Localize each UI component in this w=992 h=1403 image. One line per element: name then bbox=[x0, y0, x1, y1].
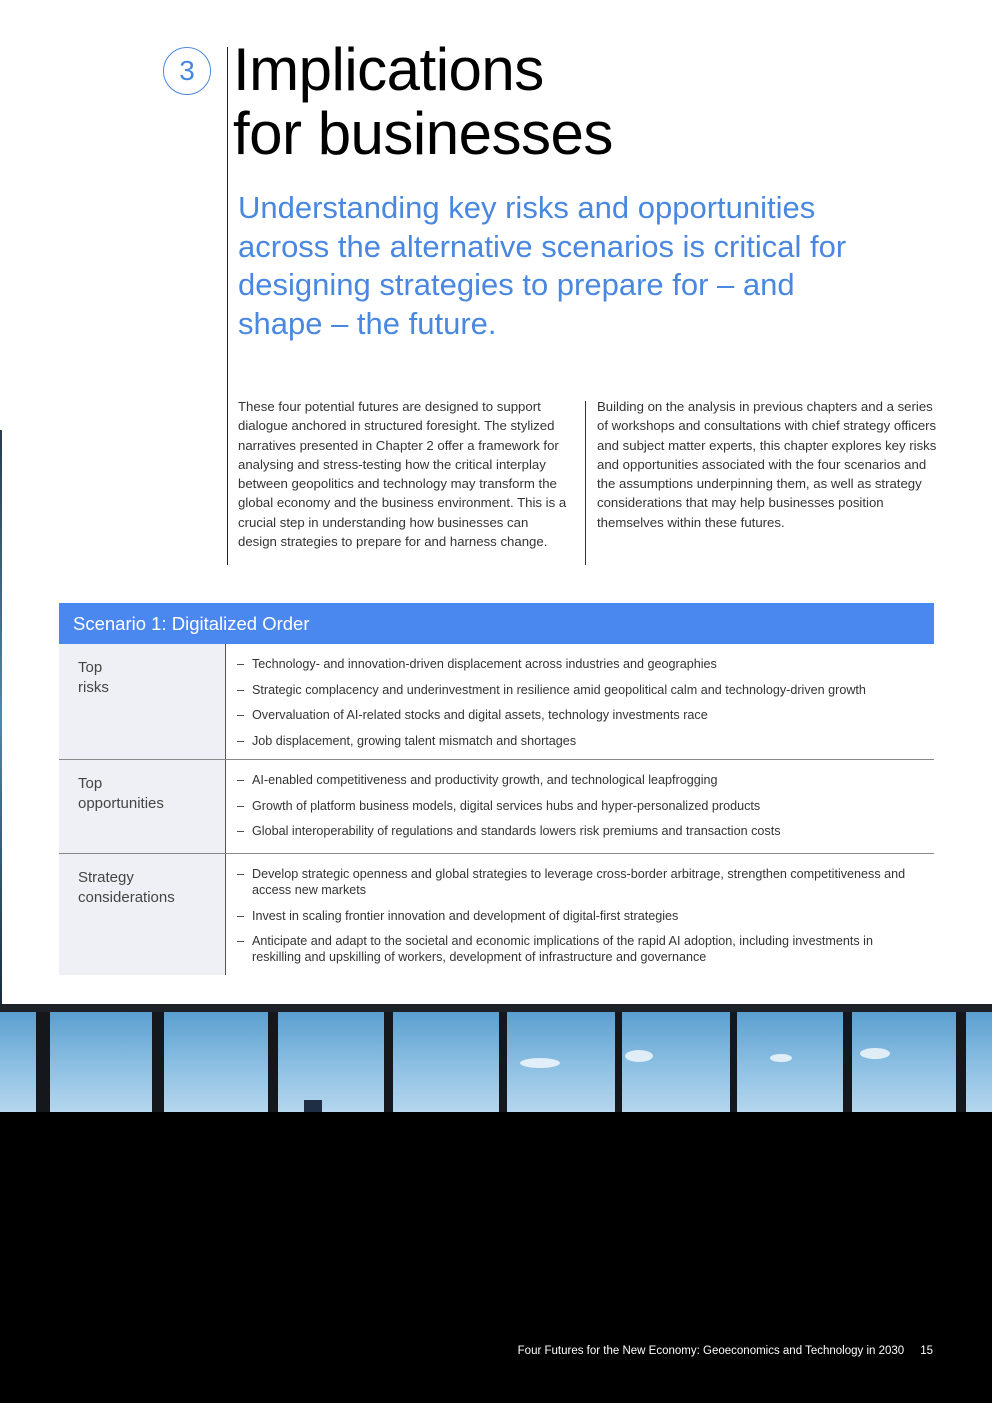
row-label-line: Strategy bbox=[78, 869, 134, 886]
window-pane bbox=[278, 1012, 384, 1112]
window-pane bbox=[852, 1012, 956, 1112]
row-label-line: Top bbox=[78, 775, 103, 792]
footer-title: Four Futures for the New Economy: bbox=[517, 1345, 704, 1357]
window-pane bbox=[164, 1012, 268, 1112]
cloud bbox=[625, 1050, 653, 1062]
distant-building bbox=[304, 1100, 322, 1112]
title-line-2: for businesses bbox=[233, 100, 613, 167]
row-items bbox=[226, 644, 934, 759]
body-column-left: These four potential futures are designed to support dialogue anchored in structured foresight. The stylized narratives presented in Chapter 2 offer a framework for analysing and stress-testing how the critical interplay between geopolitics and technology may transform the global economy and the business environment. This is a crucial step in understanding how businesses can design strategies to prepare for and harness change. bbox=[238, 399, 567, 550]
row-items bbox=[226, 760, 934, 853]
window-frame bbox=[0, 1004, 992, 1012]
table-row-strategy-considerations bbox=[59, 854, 934, 975]
window-pane bbox=[50, 1012, 152, 1112]
window-pane bbox=[0, 1012, 36, 1112]
window-sky-photo bbox=[0, 1004, 992, 1112]
list-item: – Global interoperability of regulations and standards lowers risk premiums and transaction costs bbox=[237, 823, 916, 839]
page-number: 15 bbox=[920, 1345, 933, 1357]
body-column-right: Building on the analysis in previous chapters and a series of workshops and consultations with chief strategy officers and subject matter experts, this chapter explores key risks and opportunities associated with the four scenarios and the assumptions underpinning them, as well as strategy considerations that may help businesses position themselves within these futures. bbox=[597, 399, 937, 530]
page-subtitle: Understanding key risks and opportunities across the alternative scenarios is critical for designing strategies to prepare for – and shape – the future. bbox=[238, 190, 847, 341]
list-item: – Develop strategic openness and global strategies to leverage cross-border arbitrage, strengthen competitiveness and access new markets bbox=[237, 866, 916, 898]
photo-edge-strip bbox=[0, 430, 2, 1004]
row-label-line: Top bbox=[78, 659, 103, 676]
window-pane bbox=[966, 1012, 992, 1112]
row-label bbox=[59, 854, 226, 975]
page-title bbox=[233, 38, 933, 166]
list-item: – Strategic complacency and underinvestment in resilience amid geopolitical calm and technology-driven growth bbox=[237, 682, 916, 698]
row-label bbox=[59, 760, 226, 853]
title-line-1: Implications bbox=[233, 36, 544, 103]
row-label-line: considerations bbox=[78, 889, 175, 906]
row-label bbox=[59, 644, 226, 759]
table-row-top-risks bbox=[59, 644, 934, 760]
row-label-line: risks bbox=[78, 679, 109, 696]
chapter-number-badge: 3 bbox=[163, 47, 211, 95]
row-label-line: opportunities bbox=[78, 795, 164, 812]
cloud bbox=[520, 1058, 560, 1068]
window-pane bbox=[393, 1012, 499, 1112]
window-pane bbox=[622, 1012, 730, 1112]
table-row-top-opportunities bbox=[59, 760, 934, 854]
list-item: – Overvaluation of AI-related stocks and digital assets, technology investments race bbox=[237, 707, 916, 723]
footer-subtitle: Geoeconomics and Technology in 2030 bbox=[703, 1345, 905, 1357]
list-item: – Invest in scaling frontier innovation and development of digital-first strategies bbox=[237, 908, 916, 924]
column-divider bbox=[585, 401, 586, 565]
window-pane bbox=[737, 1012, 843, 1112]
page-footer bbox=[0, 1345, 933, 1357]
cloud bbox=[860, 1048, 890, 1059]
list-item: – Anticipate and adapt to the societal and economic implications of the rapid AI adoption, including investments in reskilling and upskilling of workers, development of infrastructure and governance bbox=[237, 933, 916, 965]
list-item: – Growth of platform business models, digital services hubs and hyper-personalized products bbox=[237, 798, 916, 814]
list-item: – Technology- and innovation-driven displacement across industries and geographies bbox=[237, 656, 916, 672]
row-items bbox=[226, 854, 934, 975]
scenario-table-title: Scenario 1: Digitalized Order bbox=[59, 603, 934, 644]
cloud bbox=[770, 1054, 792, 1062]
scenario-table bbox=[59, 603, 934, 975]
list-item: – AI-enabled competitiveness and productivity growth, and technological leapfrogging bbox=[237, 772, 916, 788]
vertical-rule bbox=[227, 47, 228, 565]
list-item: – Job displacement, growing talent mismatch and shortages bbox=[237, 733, 916, 749]
